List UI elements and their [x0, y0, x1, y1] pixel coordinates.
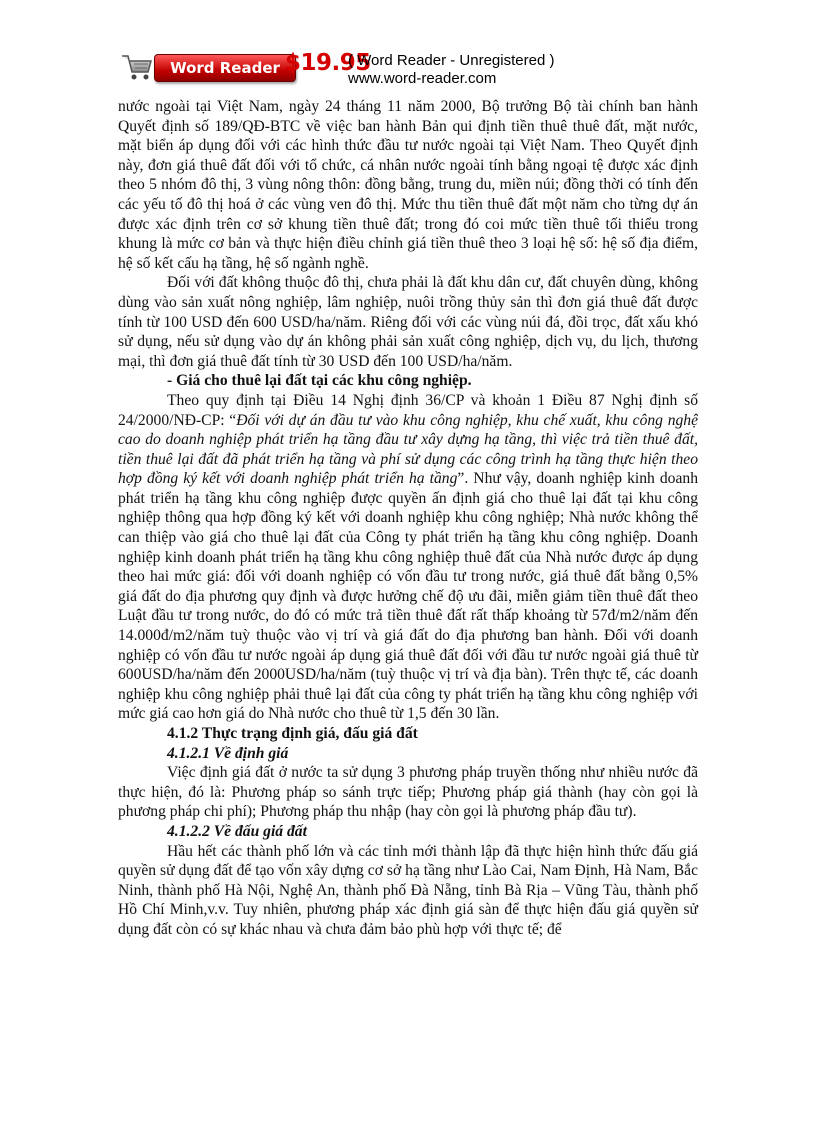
shopping-cart-icon [120, 52, 154, 82]
registration-status: ( Word Reader - Unregistered ) [348, 52, 555, 69]
paragraph [118, 391, 698, 724]
subsection-heading: 4.1.2.1 Về định giá [167, 744, 289, 762]
section-heading: 4.1.2 Thực trạng định giá, đấu giá đất [167, 725, 418, 742]
subheading-land-lease: - Giá cho thuê lại đất tại các khu công nghiệp. [167, 372, 472, 390]
paragraph: Việc định giá đất ở nước ta sử dụng 3 phương pháp truyền thống như nhiều nước đã thực hiện, đó là: Phương pháp so sánh trực tiếp; Phương pháp giá thành (hay còn gọi là phương pháp chi phí); Phương pháp thu nhập (hay còn gọi là phương pháp đầu tư). [118, 764, 698, 821]
document-body [118, 97, 698, 940]
paragraph-text: ”. Như vậy, doanh nghiệp kinh doanh phát triển hạ tầng khu công nghiệp được quyền ấn định giá cho thuê lại đất tại khu công nghiệp thông qua hợp đồng ký kết với doanh nghiệp khu công nghiệp; Nhà nước không thể can thiệp vào giá cho thuê lại đất của Công ty phát triển hạ tầng khu công nghiệp. Doanh nghiệp kinh doanh phát triển hạ tầng khu công nghiệp thuê đất của Nhà nước được áp dụng theo hai mức giá: đối với doanh nghiệp có vốn đầu tư trong nước, giá thuê đất bằng 0,5% giá đất do địa phương quy định và được hưởng chế độ ưu đãi, miễn giảm tiền thuê đất theo Luật đầu tư trong nước, do đó có mức trả tiền thuê đất rất thấp khoảng từ 57đ/m2/năm đến 14.000đ/m2/năm tuỳ thuộc vào vị trí và giá đất do địa phương ban hành. Đối với doanh nghiệp có vốn đầu tư nước ngoài áp dụng giá thuê đất đối với đầu tư nước ngoài giá thuê từ 600USD/ha/năm đến 2000USD/ha/năm (tuỳ thuộc vị trí và địa bàn). Trên thực tế, các doanh nghiệp khu công nghiệp phải thuê lại đất của công ty phát triển hạ tầng khu công nghiệp với mức giá cao hơn giá do Nhà nước cho thuê từ 1,5 đến 30 lần. [118, 470, 698, 723]
word-reader-button[interactable]: Word Reader [154, 54, 296, 82]
registration-notice [348, 52, 554, 88]
paragraph: nước ngoài tại Việt Nam, ngày 24 tháng 11 năm 2000, Bộ trưởng Bộ tài chính ban hành Quyết định số 189/QĐ-BTC về việc ban hành Bản qui định tiền thuê thuê đất, mặt nước, mặt biển áp dụng đối với các hình thức đầu tư nước ngoài tại Việt Nam. Theo Quyết định này, đơn giá thuê đất đối với tổ chức, cá nhân nước ngoài tính bằng ngoại tệ được xác định theo 5 nhóm đô thị, 3 vùng nông thôn: đồng bằng, trung du, miền núi; đồng thời có tính đến các yếu tố đô thị hoá ở các vùng ven đô thị. Mức thu tiền thuê đất một năm cho từng dự án được xác định trên cơ sở khung tiền thuê đất; trong đó coi mức tiền thuê tối thiểu trong khung là mức cơ bản và thực hiện điều chỉnh giá tiền thuê theo 3 loại hệ số: hệ số địa điểm, hệ số kết cấu hạ tầng, hệ số ngành nghề. [118, 98, 698, 272]
website-url[interactable]: www.word-reader.com [348, 70, 497, 87]
paragraph: Hầu hết các thành phố lớn và các tỉnh mới thành lập đã thực hiện hình thức đấu giá quyền sử dụng đất để tạo vốn xây dựng cơ sở hạ tầng như Lào Cai, Nam Định, Hà Nam, Bắc Ninh, thành phố Hà Nội, Nghệ An, thành phố Đà Nẵng, tỉnh Bà Rịa – Vũng Tàu, thành phố Hồ Chí Minh,v.v. Tuy nhiên, phương pháp xác định giá sàn để thực hiện đấu giá quyền sử dụng đất còn có sự khác nhau và chưa đảm bảo phù hợp với thực tế; để [118, 842, 698, 938]
word-reader-banner[interactable] [120, 50, 590, 90]
paragraph: Đối với đất không thuộc đô thị, chưa phải là đất khu dân cư, đất chuyên dùng, không dùng vào sản xuất nông nghiệp, lâm nghiệp, nuôi trồng thủy sản thì đơn giá thuê đất được tính từ 100 USD đến 600 USD/ha/năm. Riêng đối với các vùng núi đá, đồi trọc, đất xấu khó sử dụng, nếu sử dụng vào dự án không phải sản xuất công nghiệp, dịch vụ, du lịch, thương mại, thì đơn giá thuê đất tính từ 30 USD đến 100 USD/ha/năm. [118, 274, 698, 370]
subsection-heading: 4.1.2.2 Về đấu giá đất [167, 822, 307, 840]
paragraph-text: Theo quy định tại Điều 14 Nghị định 36/CP và khoản 1 Điều 87 Nghị định số 24/2000/NĐ-CP: “ [118, 391, 698, 429]
quoted-regulation: Đối với dự án đầu tư vào khu công nghiệp, khu chế xuất, khu công nghệ cao do doanh nghiệp phát triển hạ tầng đầu tư xây dựng hạ tầng, thì việc trả tiền thuê đất, tiền thuê lại đất đã phát triển hạ tầng và phí sử dụng các công trình hạ tầng thực hiện theo hợp đồng ký kết với doanh nghiệp phát triển hạ tầng [118, 411, 699, 488]
price-label: $19.95 [285, 50, 371, 76]
